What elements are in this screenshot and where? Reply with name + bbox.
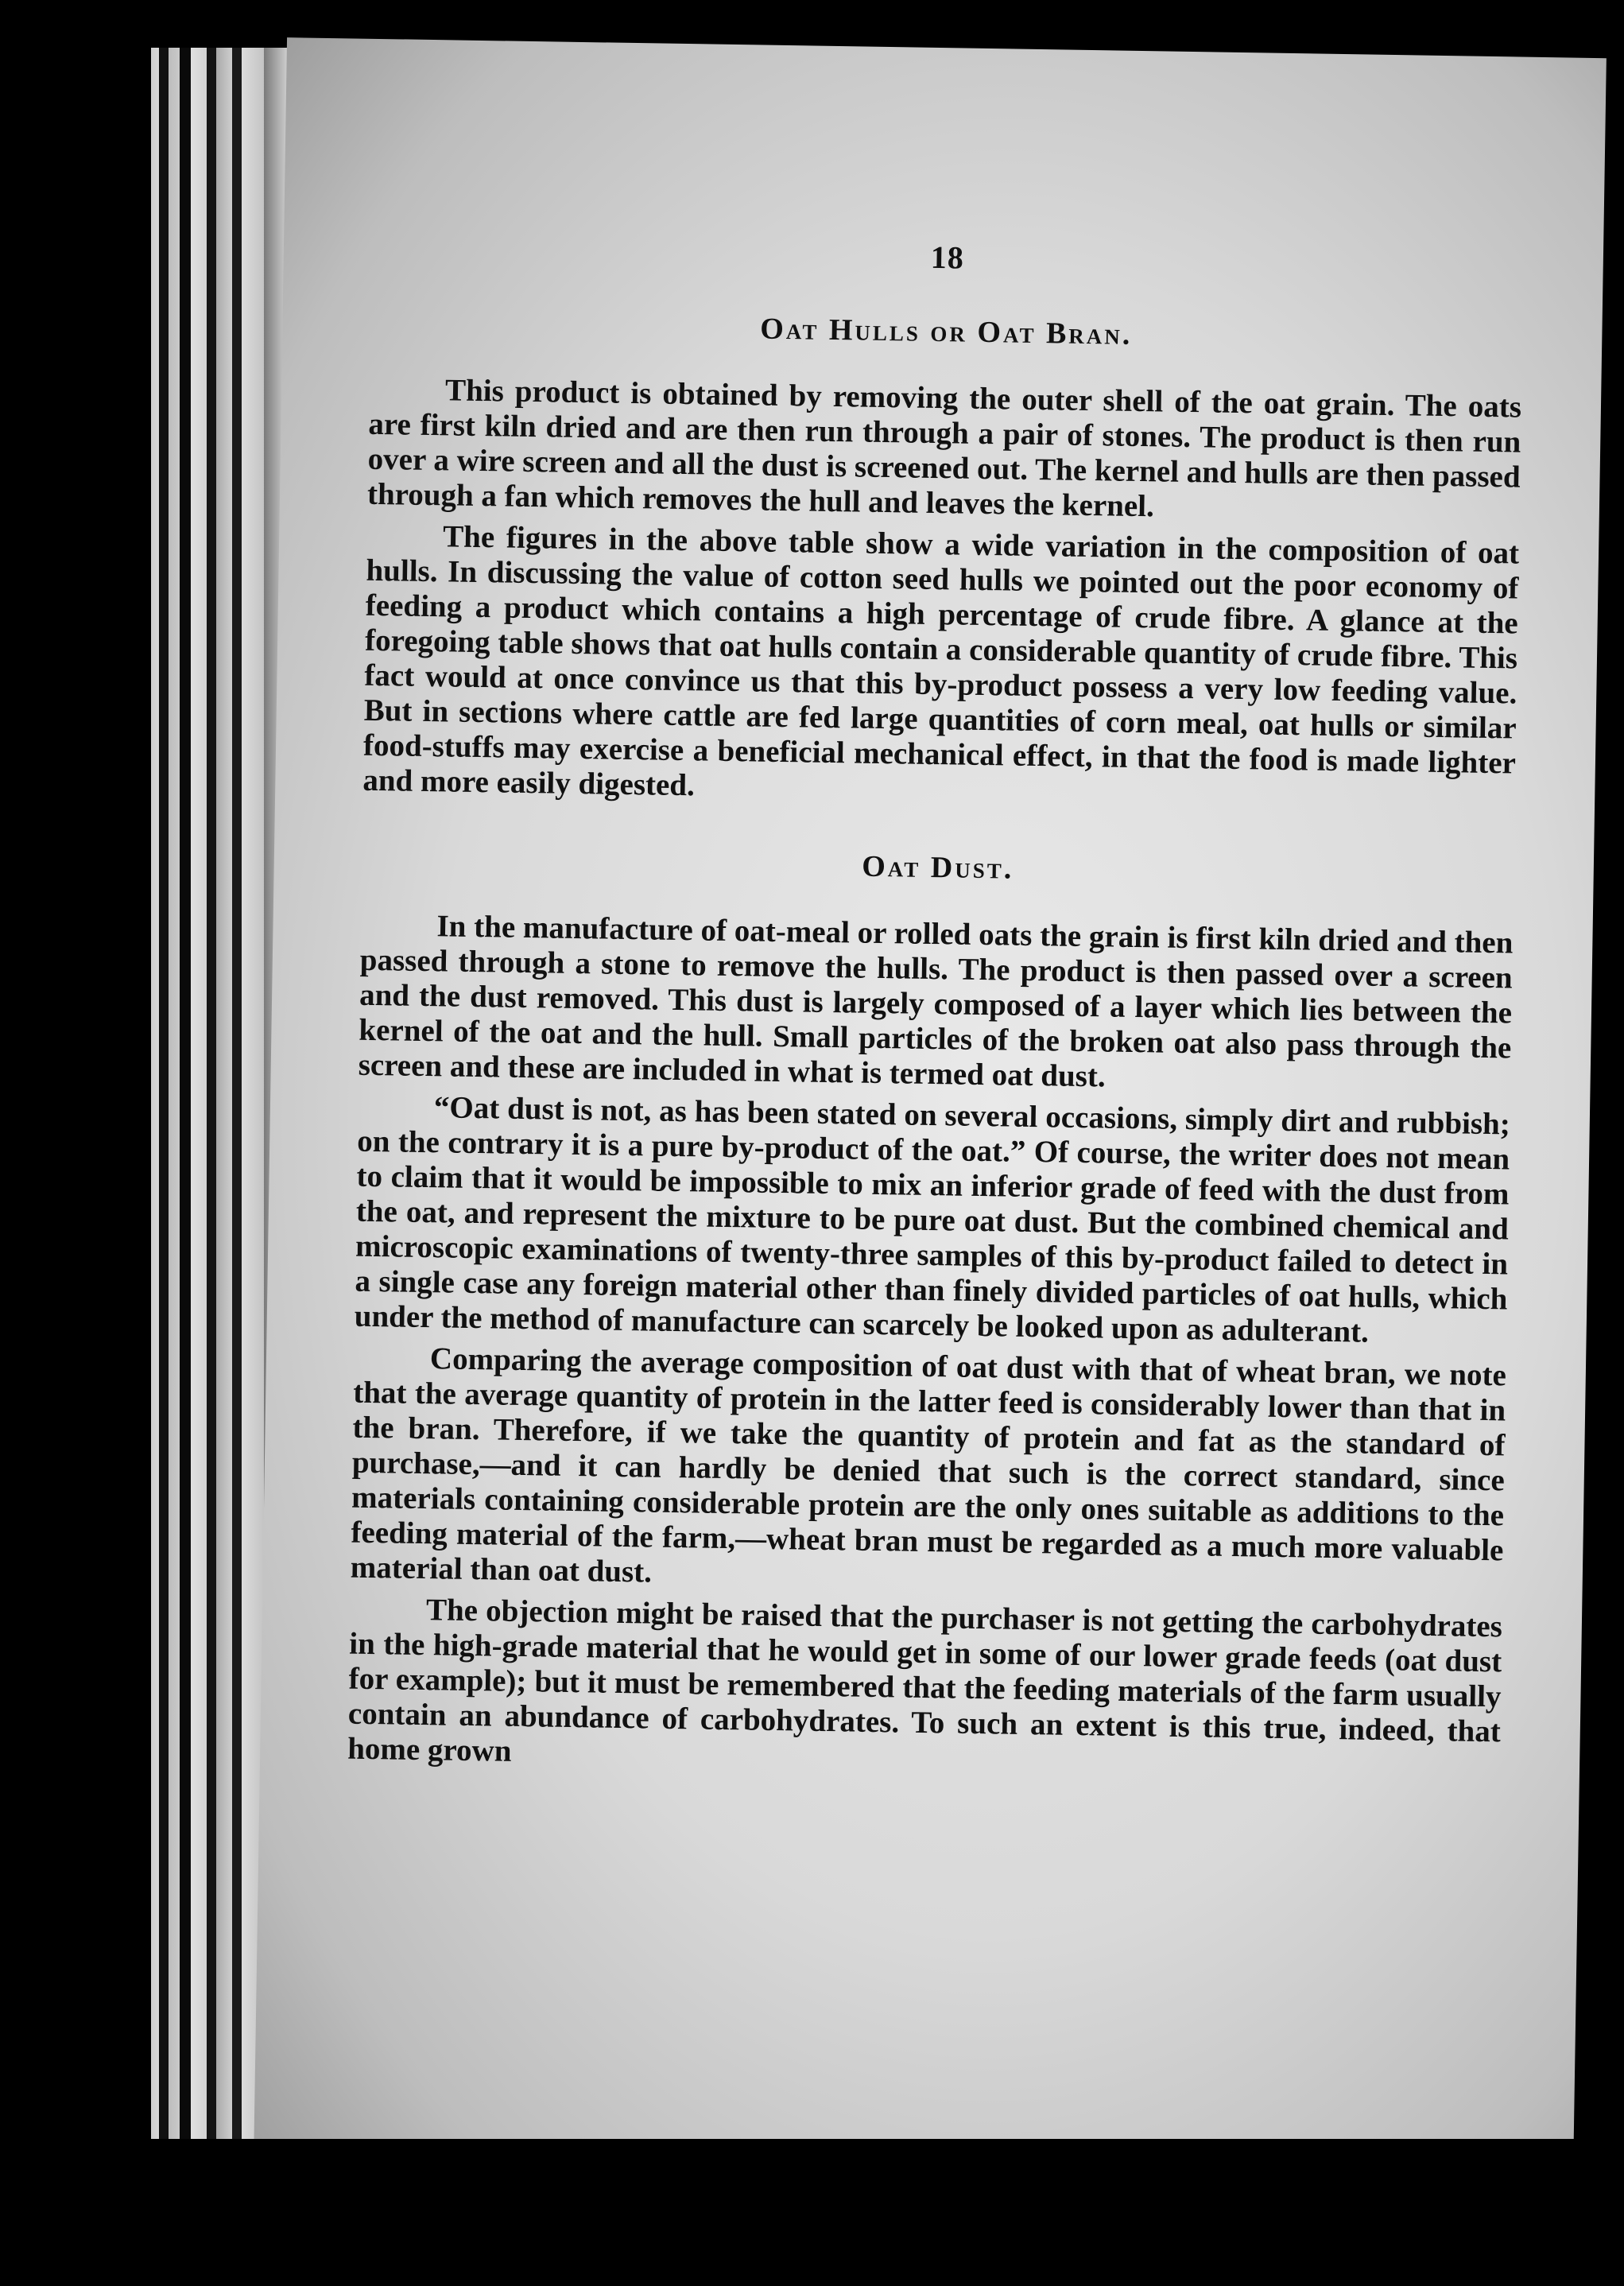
book-page <box>254 37 1607 2181</box>
section-heading-oat-hulls: Oat Hulls or Oat Bran. <box>760 312 1133 351</box>
paragraph: Comparing the average composition of oat dust with that of wheat bran, we note that the average quantity of protein in the latter feed is considerably lower than that in the bran. Therefore, if we take the quantity of protein and fat as the standard of purchase,—and it can hardly be denied that such is the correct standard, since materials containing considerable protein are the only ones suitable as additions to the feeding material of the farm,—wheat bran must be regarded as a much more valuable material than oat dust. <box>350 1341 1507 1589</box>
paragraph: The figures in the above table show a wide variation in the composition of oat hulls. In discussing the value of cotton seed hulls we pointed out the poor economy of feeding a product which contains a high percentage of crude fibre. A glance at the foregoing table shows that oat hulls contain a considerable quantity of crude fibre. This fact would at once convince us that this by-product possess a very low feeding value. But in sections where cattle are fed large quantities of corn meal, oat hulls or similar food-stuffs may exercise a beneficial mechanical effect, in that the food is made lighter and more easily digested. <box>362 519 1520 803</box>
section-heading-oat-dust: Oat Dust. <box>861 849 1014 886</box>
page-number: 18 <box>930 239 965 276</box>
scan-border <box>119 2139 1624 2286</box>
paragraph: In the manufacture of oat-meal or rolled oats the grain is first kiln dried and then passed through a stone to remove the hulls. The product is then passed over a screen and the dust removed. This dust is largely composed of a layer which lies between the kernel of the oat and the hull. Small particles of the broken oat also pass through the screen and these are included in what is termed oat dust. <box>358 909 1514 1094</box>
paragraph: This product is obtained by removing the outer shell of the oat grain. The oats are first kiln dried and are then run through a pair of stones. The product is then run over a wire screen and all the dust is screened out. The kernel and hulls are then passed through a fan which removes the hull and leaves the kernel. <box>366 373 1522 524</box>
page-content <box>347 230 1524 1791</box>
paragraph: “Oat dust is not, as has been stated on several occasions, simply dirt and rubbish; on the contrary it is a pure by-product of the oat.” Of course, the writer does not mean to claim that it would be impossible to mix an inferior grade of feed with the dust from the oat, and represent the mixture to be pure oat dust. But the combined chemical and microscopic examinations of twenty-three samples of this by-product failed to detect in a single case any foreign material other than finely divided particles of oat hulls, which under the method of manufacture can scarcely be looked upon as adulterant. <box>354 1090 1511 1349</box>
paragraph: The objection might be raised that the purchaser is not getting the carbohydrates in the high-grade material that he would get in some of our lower grade feeds (oat dust for example); but it must be remembered that the feeding materials of the farm usually contain an abundance of carbohydrates. To such an extent is this true, indeed, that home grown <box>347 1593 1503 1768</box>
